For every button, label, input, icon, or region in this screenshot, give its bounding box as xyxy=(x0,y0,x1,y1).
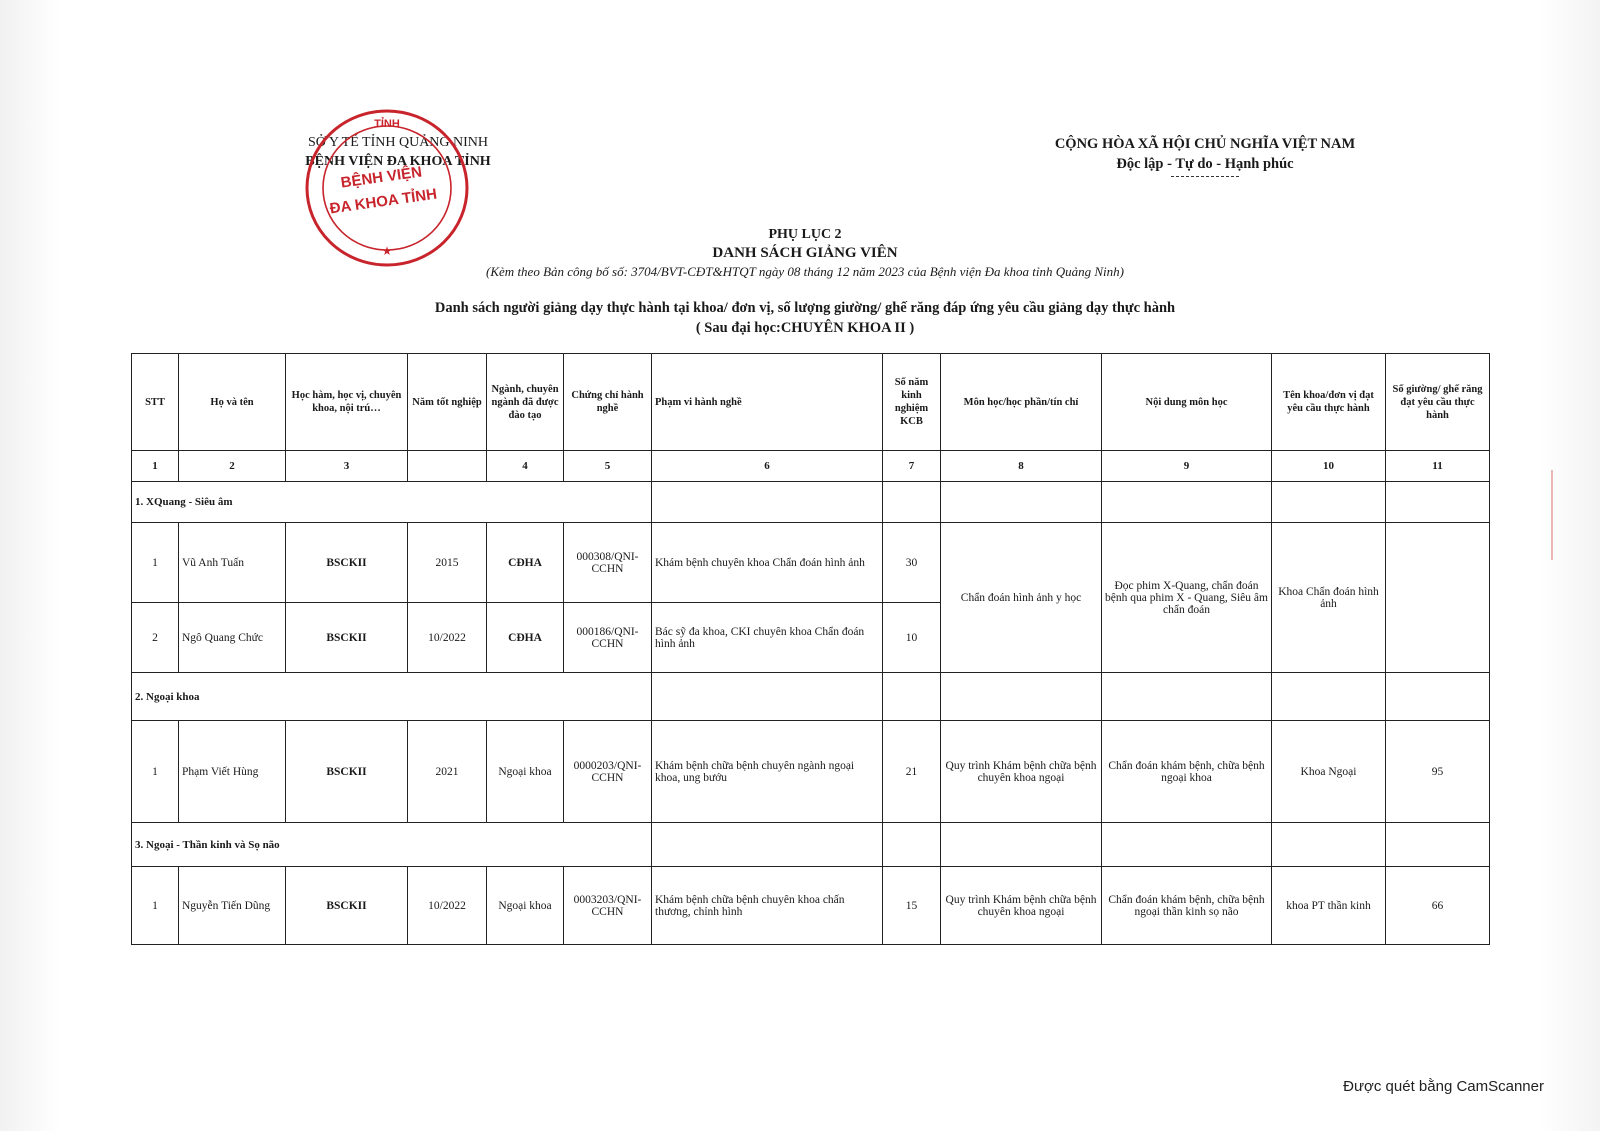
department-cell: khoa PT thần kinh xyxy=(1272,867,1386,945)
header-cell: Số năm kinh nghiệm KCB xyxy=(883,354,941,451)
national-motto: Độc lập - Tự do - Hạnh phúc xyxy=(1116,156,1294,172)
column-number xyxy=(408,451,487,482)
header-cell: Tên khoa/đơn vị đạt yêu cầu thực hành xyxy=(1272,354,1386,451)
header-cell: Năm tốt nghiệp xyxy=(408,354,487,451)
stamp-line2: ĐA KHOA TỈNH xyxy=(328,185,439,218)
section-title: 2. Ngoại khoa xyxy=(132,673,652,721)
column-number: 2 xyxy=(179,451,286,482)
section-title: 3. Ngoại - Thần kinh và Sọ não xyxy=(132,823,652,867)
header-row xyxy=(132,354,1490,451)
header-cell: Số giường/ ghế răng đạt yêu cầu thực hành xyxy=(1386,354,1490,451)
column-number: 8 xyxy=(941,451,1102,482)
header-cell: Học hàm, học vị, chuyên khoa, nội trú… xyxy=(286,354,408,451)
experience-cell: 15 xyxy=(883,867,941,945)
degree-cell: BSCKII xyxy=(286,721,408,823)
stamp-line1: BỆNH VIỆN xyxy=(339,163,424,192)
stt-cell: 1 xyxy=(132,721,179,823)
header-cell: Ngành, chuyên ngành đã được đào tạo xyxy=(487,354,564,451)
column-number: 1 xyxy=(132,451,179,482)
scope-cell: Khám bệnh chuyên khoa Chẩn đoán hình ảnh xyxy=(652,523,883,603)
subject-cell: Quy trình Khám bệnh chữa bệnh chuyên khoa ngoại xyxy=(941,721,1102,823)
content-cell: Đọc phim X-Quang, chẩn đoán bệnh qua phim X - Quang, Siêu âm chẩn đoán xyxy=(1102,523,1272,673)
column-number: 5 xyxy=(564,451,652,482)
scope-cell: Khám bệnh chữa bệnh chuyên ngành ngoại khoa, ung bướu xyxy=(652,721,883,823)
document-titles xyxy=(300,225,1310,281)
lecturer-table xyxy=(131,353,1490,945)
issuer-hospital: BỆNH VIỆN ĐA KHOA TỈNH xyxy=(305,154,491,169)
appendix-title: PHỤ LỤC 2 xyxy=(768,227,842,242)
stt-cell: 2 xyxy=(132,603,179,673)
beds-cell: 66 xyxy=(1386,867,1490,945)
motto-underline xyxy=(1171,176,1239,177)
year-cell: 10/2022 xyxy=(408,867,487,945)
degree-cell: BSCKII xyxy=(286,603,408,673)
cert-cell: 000308/QNI-CCHN xyxy=(564,523,652,603)
reference-line: (Kèm theo Bản công bố số: 3704/BVT-CĐT&HTQT ngày 08 tháng 12 năm 2023 của Bệnh viện Đa khoa tỉnh Quảng Ninh) xyxy=(486,264,1124,279)
national-title: CỘNG HÒA XÃ HỘI CHỦ NGHĨA VIỆT NAM xyxy=(1054,136,1356,152)
content-cell: Chẩn đoán khám bệnh, chữa bệnh ngoại khoa xyxy=(1102,721,1272,823)
table-row xyxy=(132,721,1490,823)
issuer-department: SỞ Y TẾ TỈNH QUẢNG NINH xyxy=(307,135,489,150)
major-cell: CĐHA xyxy=(487,523,564,603)
column-number: 10 xyxy=(1272,451,1386,482)
scope-cell: Bác sỹ đa khoa, CKI chuyên khoa Chẩn đoán hình ảnh xyxy=(652,603,883,673)
column-number: 9 xyxy=(1102,451,1272,482)
header-cell: STT xyxy=(132,354,179,451)
beds-cell: 95 xyxy=(1386,721,1490,823)
content-cell: Chẩn đoán khám bệnh, chữa bệnh ngoại thần kinh sọ não xyxy=(1102,867,1272,945)
header-cell: Môn học/học phần/tín chỉ xyxy=(941,354,1102,451)
name-cell: Ngô Quang Chức xyxy=(179,603,286,673)
department-cell: Khoa Chẩn đoán hình ảnh xyxy=(1272,523,1386,673)
name-cell: Vũ Anh Tuấn xyxy=(179,523,286,603)
subject-cell: Quy trình Khám bệnh chữa bệnh chuyên khoa ngoại xyxy=(941,867,1102,945)
subject-cell: Chẩn đoán hình ảnh y học xyxy=(941,523,1102,673)
column-number: 6 xyxy=(652,451,883,482)
subtitle-line1: Danh sách người giảng dạy thực hành tại khoa/ đơn vị, số lượng giường/ ghế răng đáp ứng yêu cầu giảng dạy thực hành xyxy=(434,300,1176,316)
stamp-star-icon: ★ xyxy=(381,244,393,258)
subtitle-line2: ( Sau đại học:CHUYÊN KHOA II ) xyxy=(695,320,915,336)
stamp-top-text: TỈNH xyxy=(374,118,400,130)
section-row xyxy=(132,482,1490,523)
cert-cell: 0003203/QNI-CCHN xyxy=(564,867,652,945)
national-header xyxy=(1020,134,1390,177)
page-edge-mark xyxy=(1551,470,1567,560)
column-number-row xyxy=(132,451,1490,482)
name-cell: Nguyễn Tiến Dũng xyxy=(179,867,286,945)
column-number: 7 xyxy=(883,451,941,482)
column-number: 4 xyxy=(487,451,564,482)
year-cell: 2015 xyxy=(408,523,487,603)
cert-cell: 0000203/QNI-CCHN xyxy=(564,721,652,823)
experience-cell: 30 xyxy=(883,523,941,603)
table-row xyxy=(132,523,1490,603)
department-cell: Khoa Ngoại xyxy=(1272,721,1386,823)
cert-cell: 000186/QNI-CCHN xyxy=(564,603,652,673)
year-cell: 2021 xyxy=(408,721,487,823)
section-title: 1. XQuang - Siêu âm xyxy=(132,482,652,523)
header-cell: Họ và tên xyxy=(179,354,286,451)
stt-cell: 1 xyxy=(132,523,179,603)
experience-cell: 10 xyxy=(883,603,941,673)
degree-cell: BSCKII xyxy=(286,867,408,945)
list-title: DANH SÁCH GIẢNG VIÊN xyxy=(712,245,898,261)
header-cell: Phạm vi hành nghề xyxy=(652,354,883,451)
major-cell: Ngoại khoa xyxy=(487,867,564,945)
degree-cell: BSCKII xyxy=(286,523,408,603)
section-row xyxy=(132,673,1490,721)
header-cell: Chứng chỉ hành nghề xyxy=(564,354,652,451)
column-number: 3 xyxy=(286,451,408,482)
year-cell: 10/2022 xyxy=(408,603,487,673)
header-cell: Nội dung môn học xyxy=(1102,354,1272,451)
major-cell: CĐHA xyxy=(487,603,564,673)
experience-cell: 21 xyxy=(883,721,941,823)
scope-cell: Khám bệnh chữa bệnh chuyên khoa chấn thương, chỉnh hình xyxy=(652,867,883,945)
scanner-watermark: Được quét bằng CamScanner xyxy=(1343,1078,1544,1095)
major-cell: Ngoại khoa xyxy=(487,721,564,823)
table-subtitle xyxy=(300,298,1310,338)
stt-cell: 1 xyxy=(132,867,179,945)
column-number: 11 xyxy=(1386,451,1490,482)
beds-cell xyxy=(1386,523,1490,673)
section-row xyxy=(132,823,1490,867)
table-row xyxy=(132,867,1490,945)
name-cell: Phạm Viết Hùng xyxy=(179,721,286,823)
